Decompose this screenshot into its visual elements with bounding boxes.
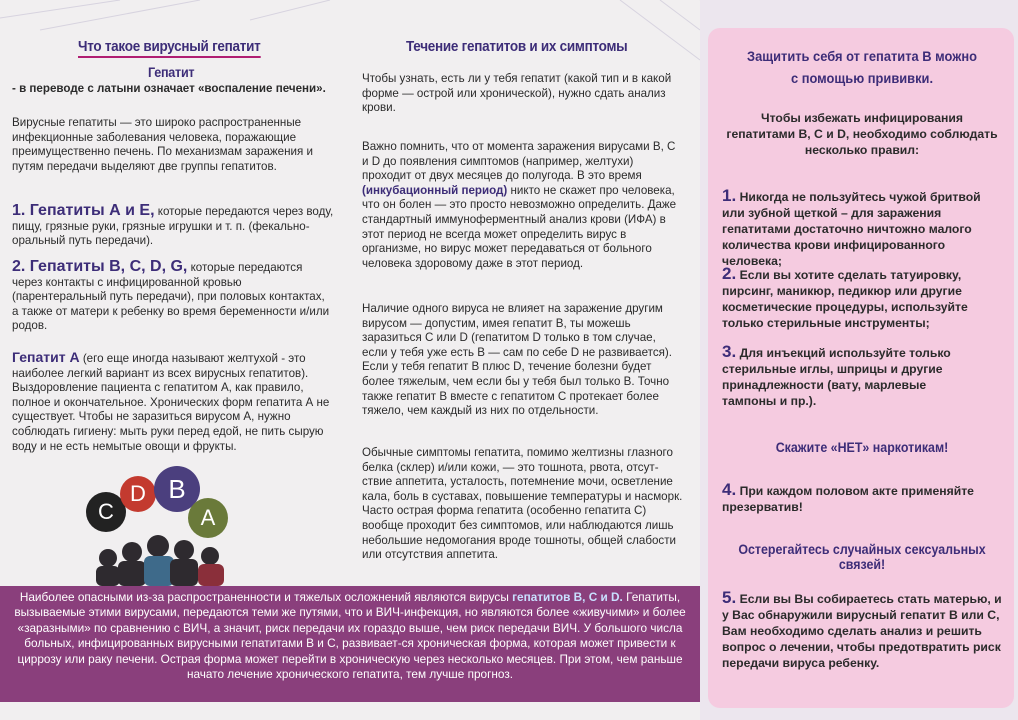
rule-5 (722, 590, 1008, 671)
rule-4-text: При каждом половом акте применяйте презерватив! (722, 484, 974, 514)
banner-line1: Наиболее опасными из-за распространенности и тяжелых осложнений являются вирусы (19, 590, 509, 604)
bubble-d: D (120, 476, 156, 512)
col2-p4: Обычные симптомы гепатита, помимо желтизны глазного белка (склер) и/или кожи, — это тошнота, рвота, отсут-ствие аппетита, усталость, потемнение мочи, осветление кала, боль в суставах, повышение температуры и насморк. Часто острая форма гепатита (особенно гепатита С) вообще проходит без симптомов, или наблюдаются лишь небольшие недомогания вроде тошноты, общей слабости или отсутствия аппетита. (362, 446, 683, 562)
rule-4-number: 4. (722, 480, 737, 499)
col1-intro: Вирусные гепатиты — это широко распространенные инфекционные заболевания человека, поражающие преимущественно печень. По механизмам заражения и путям передачи выделяют две группы гепатитов. (12, 116, 313, 173)
col3-title-line1: Защитить себя от гепатита В можно (747, 48, 977, 64)
rule-1 (722, 188, 1004, 269)
rule-1-text: Никогда не пользуйтесь чужой бритвой или зубной щеткой – для заражения гепатитами достаточно ничтожно малого количества крови инфицированного человека; (722, 190, 981, 268)
group1-text: которые передаются через воду, пищу, грязные руки, грязные игрушки и т. п. (фекально-оральный путь передачи). (12, 205, 334, 248)
col3-title-line2: с помощью прививки. (790, 70, 934, 86)
hepatitis-illustration (80, 462, 260, 586)
col2-title: Течение гепатитов и их симптомы (406, 38, 628, 55)
rule-3-text: Для инъекций используйте только стерильные иглы, шприцы и другие принадлежности (вату, марлевые тампоны и пр.). (722, 346, 951, 408)
rule-3-number: 3. (722, 342, 737, 361)
col1-group1 (12, 204, 334, 249)
banner-text (14, 590, 686, 682)
bottom-banner (0, 586, 700, 702)
rule-5-text: Если вы Вы собираетесь стать матерью, и у Вас обнаружили вирусный гепатит В или С, Вам необходимо сделать анализ и решить вопрос о лечении, чтобы предотвратить риск передачи вируса ребенку. (722, 592, 1002, 670)
people-silhouettes (80, 462, 260, 586)
rule-3 (722, 344, 972, 409)
banner-rest: Гепатиты, вызываемые этими вирусами, передаются теми же путями, что и ВИЧ-инфекция, но являются более «живучими» и более «заразными» по сравнению с ВИЧ, а значит, риск передачи их гораздо выше, чем риск передачи ВИЧ. У большого числа больных, инфицированных вирусными гепатитами В и С, развивает-ся хроническая форма, которая может привести к циррозу или раку печени. Острая форма может перейти в хроническую через несколько месяцев. При этом, чем раньше начато лечение хронического гепатита, тем лучше прогноз. (14, 590, 686, 682)
slogan-casual-relations: Остерегайтесь случайных сексуальных связей! (738, 542, 986, 572)
col2-p2 (362, 140, 680, 271)
bubble-a: A (188, 498, 228, 538)
col2-p3: Наличие одного вируса не влияет на заражение другим вирусом — допустим, имея гепатит В, ты можешь заразиться С или D (гепатитом D только в том случае, если у тебя уже есть В — сам по себе D не развивается). Если у тебя гепатит В плюс D, течение болезни будет более тяжелым, чем если бы у тебя был только В. Точно также гепатит В вместе с гепатитом С протекает более тяжело, чем каждый из них по отдельности. (362, 302, 672, 418)
col2-p2-end: никто не скажет про человека, что он болен — это просто невозможно определить. Даже стандартный иммуноферментный анализ крови (ИФА) в этот период не всегда может определить вирус в организме, но вирус может передаваться от больного человека здоровому даже в этот период. (362, 183, 677, 270)
hepa-text: (его еще иногда называют желтухой - это наиболее легкий вариант из всех вирусных гепатитов). Выздоровление пациента с гепатитом А, как правило, полное и окончательное. Хронических форм гепатита А не существует. Чтобы не заразиться вирусом А, нужно соблюдать гигиену: мыть руки перед едой, не пить сырую воду и не есть немытые овощи и фрукты. (12, 352, 330, 453)
col1-hepa (12, 350, 332, 454)
col1-title: Что такое вирусный гепатит (78, 38, 261, 58)
rule-5-number: 5. (722, 588, 737, 607)
col2-p1: Чтобы узнать, есть ли у тебя гепатит (какой тип и в какой форме — острой или хронической), нужно сдать анализ крови. (362, 72, 672, 115)
banner-highlight: гепатитов В, С и D. (512, 590, 623, 604)
col3-intro: Чтобы избежать инфицирования гепатитами В, С и D, необходимо соблюдать несколько правил: (726, 111, 998, 157)
rule-2-text: Если вы хотите сделать татуировку, пирсинг, маникюр, педикюр или другие косметические процедуры, используйте только стерильные инструменты; (722, 268, 968, 330)
group2-title: 2. Гепатиты В, С, D, G, (12, 258, 188, 275)
col1-subtitle: Гепатит (148, 64, 195, 80)
hepa-title: Гепатит А (12, 349, 80, 365)
col2-p2-highlight: (инкубационный период) (362, 183, 508, 197)
bubble-c: C (86, 492, 126, 532)
col1-group2 (12, 260, 334, 334)
slogan-no-drugs: Скажите «НЕТ» наркотикам! (775, 440, 949, 455)
rule-2 (722, 266, 1006, 331)
rule-1-number: 1. (722, 186, 737, 205)
col1-subtitle-line: - в переводе с латыни означает «воспаление печени». (12, 82, 326, 95)
col2-p2-start: Важно помнить, что от момента заражения вирусами В, С и D до появления симптомов (например, желтухи) проходит от двух месяцев до полугода. В это время (362, 140, 676, 183)
bubble-b: B (154, 466, 200, 512)
rule-2-number: 2. (722, 264, 737, 283)
group2-text: которые передаются через контакты с инфицированной кровью (парентеральный путь передачи), при половых контактах, а также от матери к ребенку во время беременности и/или родов. (12, 261, 330, 333)
group1-title: 1. Гепатиты А и Е, (12, 202, 155, 219)
rule-4 (722, 482, 982, 515)
